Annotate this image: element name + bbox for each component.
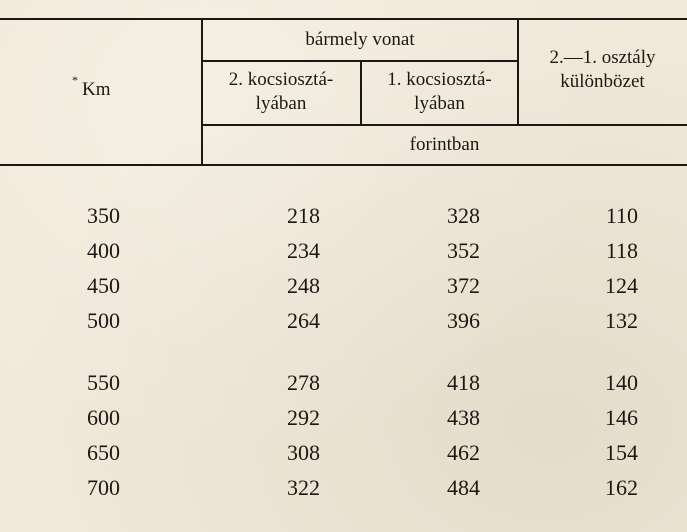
data-group-1 [0,198,687,338]
km-footnote-mark: * [72,73,78,87]
table-top-rule [0,18,687,20]
difference-cell: 118 [605,238,638,263]
km-cell: 400 [87,238,120,263]
data-group-2 [0,365,687,505]
class1-cell: 438 [447,405,480,430]
difference-cell: 132 [605,308,638,333]
km-cell: 450 [87,273,120,298]
km-cell: 650 [87,440,120,465]
difference-header: 2.—1. osztály különbözet [549,47,656,92]
km-cell: 500 [87,308,120,333]
class2-header: 2. kocsiosztá- lyában [228,69,334,114]
class1-cell: 396 [447,308,480,333]
difference-cell: 124 [605,273,638,298]
km-cell: 700 [87,475,120,500]
class2-cell: 248 [287,273,320,298]
header-bottom-rule [0,164,687,166]
km-cell: 350 [87,203,120,228]
any-train-header: bármely vonat [305,29,415,50]
class2-cell: 278 [287,370,320,395]
difference-cell: 162 [605,475,638,500]
class1-cell: 352 [447,238,480,263]
km-cell: 600 [87,405,120,430]
table-row [0,365,687,400]
table-row [0,435,687,470]
header-divider-unit [202,124,687,126]
class2-cell: 308 [287,440,320,465]
class1-cell: 372 [447,273,480,298]
difference-cell: 146 [605,405,638,430]
table-row [0,303,687,338]
class1-cell: 418 [447,370,480,395]
class1-cell: 462 [447,440,480,465]
class2-cell: 234 [287,238,320,263]
km-column-header: Km [82,79,111,100]
km-cell: 550 [87,370,120,395]
class2-cell: 264 [287,308,320,333]
class2-cell: 292 [287,405,320,430]
class2-cell: 322 [287,475,320,500]
unit-header: forintban [409,134,480,155]
difference-cell: 110 [605,203,638,228]
table-row [0,268,687,303]
class1-cell: 328 [447,203,480,228]
table-row [0,198,687,233]
difference-cell: 154 [605,440,638,465]
class2-cell: 218 [287,203,320,228]
class1-header: 1. kocsiosztá- lyában [387,69,492,114]
table-row [0,400,687,435]
table-row [0,233,687,268]
class1-cell: 484 [447,475,480,500]
table-row [0,470,687,505]
difference-cell: 140 [605,370,638,395]
